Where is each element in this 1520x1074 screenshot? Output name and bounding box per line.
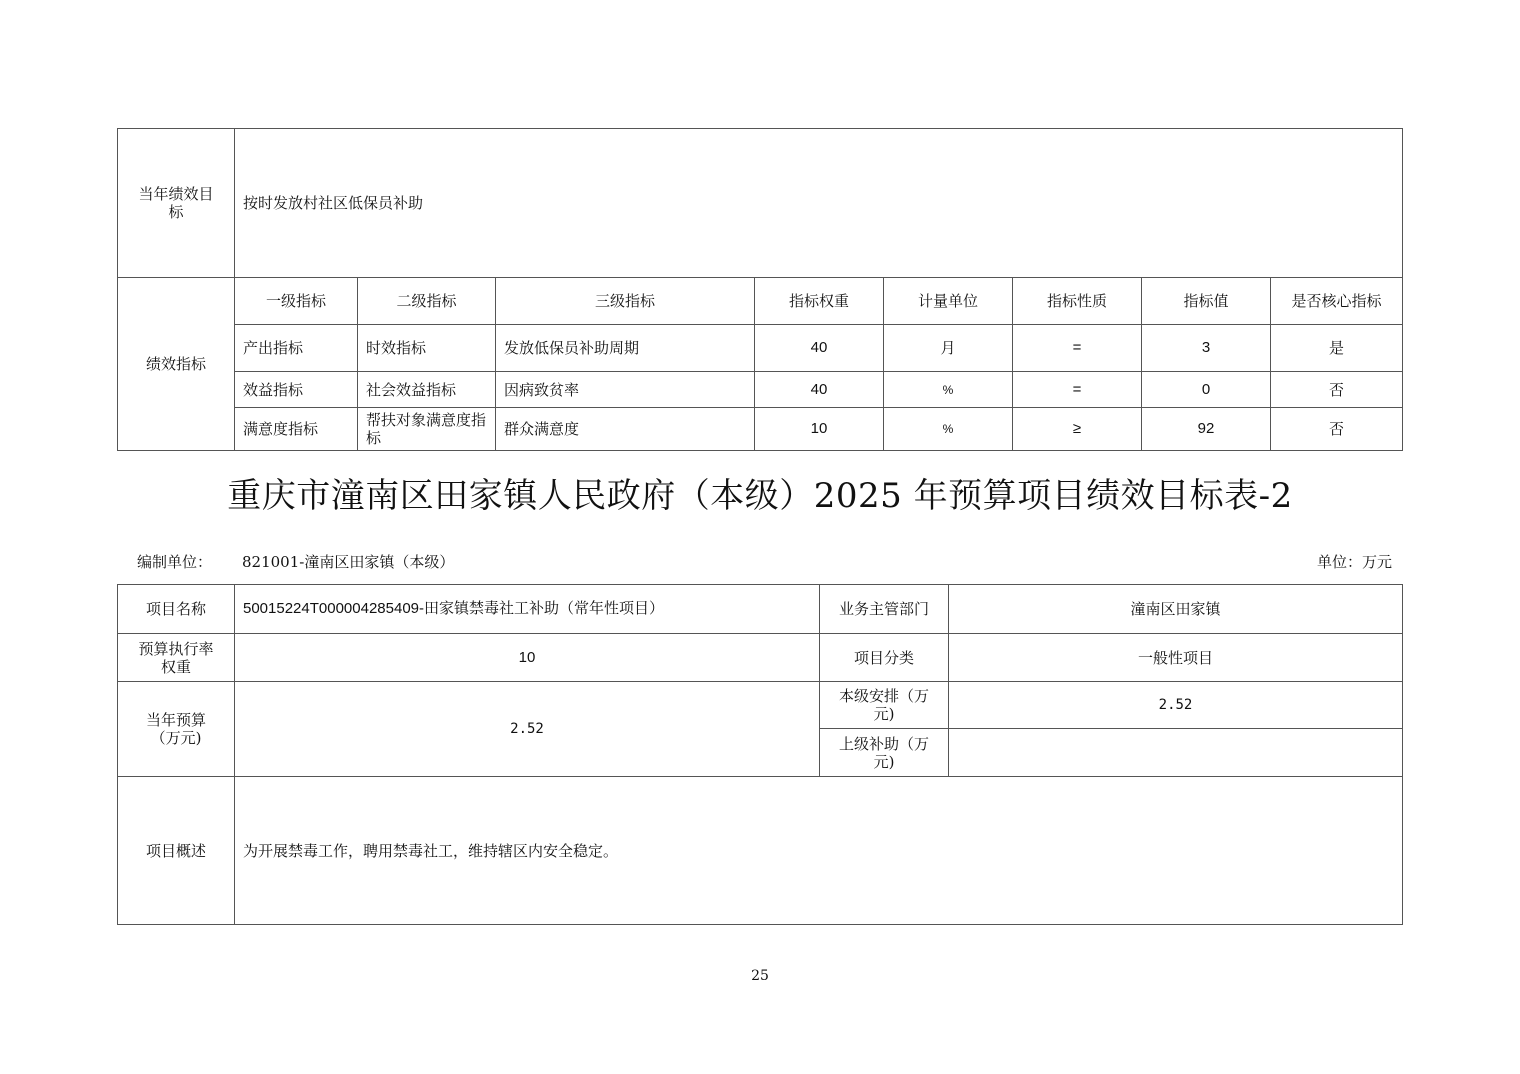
table-cell: %: [884, 408, 1013, 451]
table-cell: 社会效益指标: [358, 372, 496, 408]
project-info-table: [117, 584, 1403, 925]
upper-subsidy-label: 上级补助（万元): [820, 729, 949, 777]
budget-value: 2.52: [235, 682, 820, 777]
header-cell: 一级指标: [235, 278, 358, 325]
category-value: 一般性项目: [949, 634, 1403, 682]
header-cell: 指标权重: [755, 278, 884, 325]
table-cell: 满意度指标: [235, 408, 358, 451]
table-row: [118, 408, 1403, 451]
table-row: [118, 372, 1403, 408]
table-cell: 群众满意度: [496, 408, 755, 451]
table-cell: 效益指标: [235, 372, 358, 408]
exec-rate-label: 预算执行率权重: [118, 634, 235, 682]
table-cell: 92: [1142, 408, 1271, 451]
page-title: 重庆市潼南区田家镇人民政府（本级）2025 年预算项目绩效目标表-2: [227, 476, 1293, 516]
table-cell: =: [1013, 325, 1142, 372]
table-cell: 10: [755, 408, 884, 451]
overview-value: 为开展禁毒工作，聘用禁毒社工，维持辖区内安全稳定。: [235, 777, 1403, 925]
upper-subsidy-value: [949, 729, 1403, 777]
table-cell: 40: [755, 325, 884, 372]
table-cell: 帮扶对象满意度指标: [358, 408, 496, 451]
project-name-value: 50015224T000004285409-田家镇禁毒社工补助（常年性项目）: [235, 585, 820, 634]
exec-rate-value: 10: [235, 634, 820, 682]
project-name-label: 项目名称: [118, 585, 235, 634]
compiling-unit-label: 编制单位：: [137, 553, 213, 571]
overview-label: 项目概述: [118, 777, 235, 925]
header-cell: 指标性质: [1013, 278, 1142, 325]
table-cell: 产出指标: [235, 325, 358, 372]
money-unit: 单位：万元: [1316, 553, 1392, 571]
table-cell: 0: [1142, 372, 1271, 408]
table-cell: 是: [1271, 325, 1403, 372]
table-row: [118, 325, 1403, 372]
table-cell: 时效指标: [358, 325, 496, 372]
indicators-label: 绩效指标: [118, 278, 235, 451]
page-number: 25: [751, 968, 769, 984]
goal-text: 按时发放村社区低保员补助: [235, 129, 1403, 278]
table-cell: %: [884, 372, 1013, 408]
table-cell: ≥: [1013, 408, 1142, 451]
table-cell: =: [1013, 372, 1142, 408]
table-cell: 40: [755, 372, 884, 408]
table-cell: 因病致贫率: [496, 372, 755, 408]
table-cell: 3: [1142, 325, 1271, 372]
budget-label: 当年预算（万元): [118, 682, 235, 777]
local-funding-value: 2.52: [949, 682, 1403, 729]
header-cell: 二级指标: [358, 278, 496, 325]
compiling-unit-value: 821001-潼南区田家镇（本级）: [242, 553, 455, 571]
table-cell: 月: [884, 325, 1013, 372]
table-cell: 发放低保员补助周期: [496, 325, 755, 372]
local-funding-label: 本级安排（万元): [820, 682, 949, 729]
header-cell: 是否核心指标: [1271, 278, 1403, 325]
performance-indicator-table: [117, 128, 1403, 451]
header-cell: 指标值: [1142, 278, 1271, 325]
table-cell: 否: [1271, 408, 1403, 451]
table-cell: 否: [1271, 372, 1403, 408]
indicator-header-row: [118, 278, 1403, 325]
goal-label: 当年绩效目标: [118, 129, 235, 278]
dept-label: 业务主管部门: [820, 585, 949, 634]
header-cell: 计量单位: [884, 278, 1013, 325]
header-cell: 三级指标: [496, 278, 755, 325]
dept-value: 潼南区田家镇: [949, 585, 1403, 634]
category-label: 项目分类: [820, 634, 949, 682]
